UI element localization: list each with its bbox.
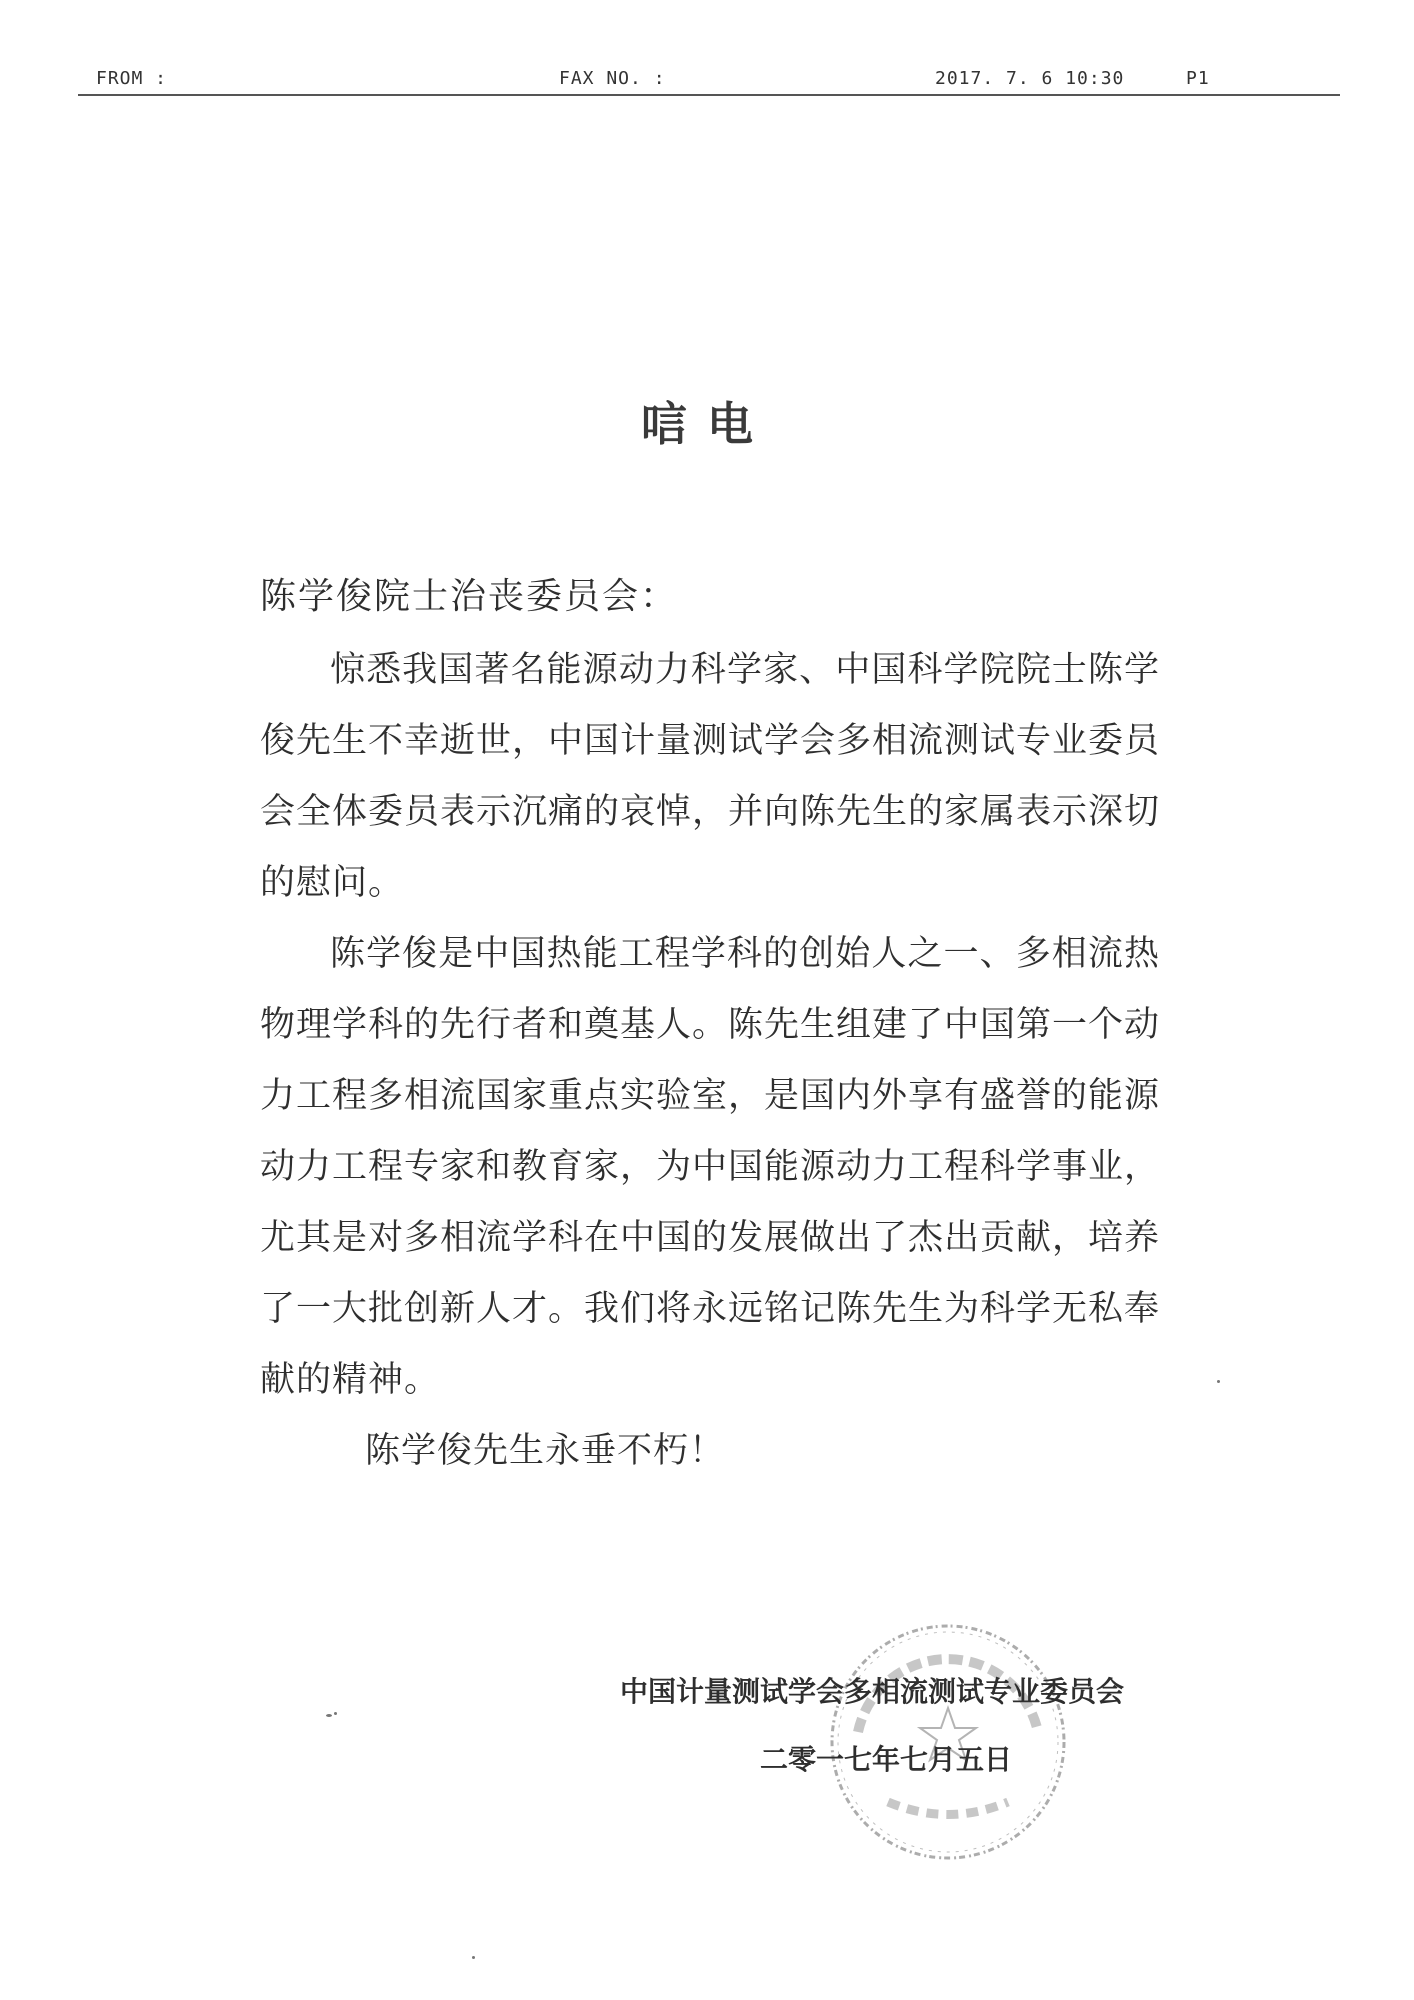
fax-from-label: FROM : [96,68,168,89]
fax-header [78,62,1340,92]
fax-page-number: P1 [1186,68,1210,89]
letter-salutation: 陈学俊院士治丧委员会： [260,576,679,617]
fax-header-rule [78,94,1340,96]
letter-paragraph: 陈学俊是中国热能工程学科的创始人之一、多相流热物理学科的先行者和奠基人。陈先生组建了中国第一个动力工程多相流国家重点实验室，是国内外享有盛誉的能源动力工程专家和教育家，为中国能源动力工程科学事业，尤其是对多相流学科在中国的发展做出了杰出贡献，培养了一大批创新人才。我们将永远铭记陈先生为科学无私奉献的精神。 [260,934,1161,1400]
scan-speck [1217,1380,1220,1383]
letter-closing: 陈学俊先生永垂不朽！ [365,1431,726,1471]
scan-speck [334,1712,337,1715]
letter-title: 唁电 [641,397,773,451]
letter-body [260,635,1160,1487]
signature-date: 二零一七年七月五日 [760,1743,1013,1776]
scan-speck [472,1956,475,1959]
fax-datetime: 2017. 7. 6 10:30 [935,68,1125,89]
letter-paragraph: 惊悉我国著名能源动力科学家、中国科学院院士陈学俊先生不幸逝世，中国计量测试学会多相流测试专业委员会全体委员表示沉痛的哀悼，并向陈先生的家属表示深切的慰问。 [260,650,1161,903]
fax-number-label: FAX NO. : [559,68,666,89]
signature-organization: 中国计量测试学会多相流测试专业委员会 [620,1675,1125,1708]
scan-speck [326,1714,332,1717]
